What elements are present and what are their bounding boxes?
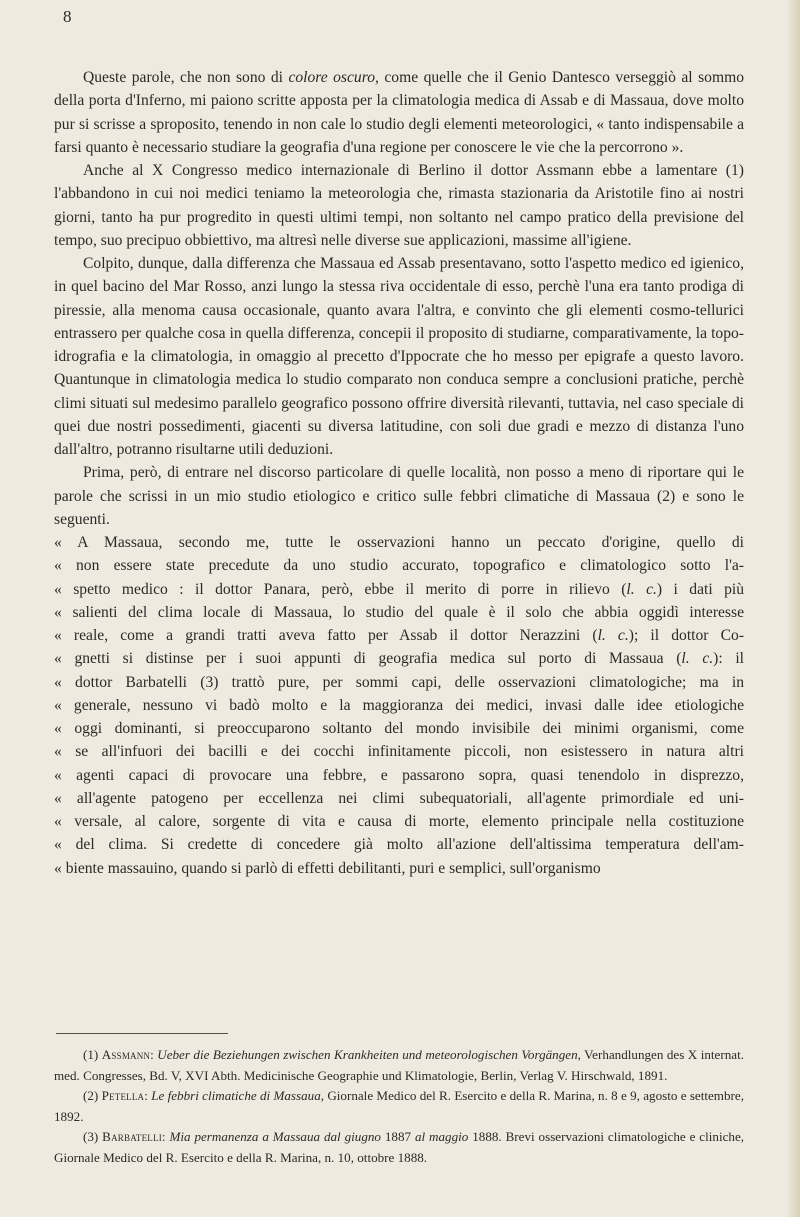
footnote [54,1086,744,1127]
text-run: : [161,1129,170,1145]
author-name: Petella [101,1088,145,1104]
text-run: ) i dati più [656,580,745,598]
text-run: « spetto medico : il dottor Panara, però, ebbe il merito di porre in rilievo ( [54,580,627,598]
paragraph [54,159,744,252]
text-run: 1888. Brevi osservazioni climatologiche e cliniche, Giornale Medico del R. Esercito e della R. Marina, n. 10, ottobre 1888. [54,1129,745,1165]
paragraph [54,252,744,461]
text-run: « versale, al calore, sorgente di vita e causa di morte, elemento principale nella costituzione [54,813,744,830]
quote-line [54,764,744,787]
text-run: : [144,1088,152,1104]
italic-text: colore oscuro [288,69,376,86]
text-run: ); il dottor Co- [628,627,745,644]
footnote-rule [56,1033,228,1034]
text-run: : [150,1047,158,1062]
author-name: Assmann [101,1047,151,1062]
quote-line [54,810,744,833]
text-run: « non essere state precedute da uno studio accurato, topografico e climatologico sotto l'a- [54,557,744,575]
text-run: « oggi dominanti, si preoccuparono soltanto del mondo invisibile dei minimi organismi, come [54,720,744,737]
author-name: Barbatelli [102,1129,162,1145]
text-run: ): il [713,650,744,668]
text-run: , Verhandlungen des X internat. med. Congresses, Bd. V, XVI Abth. Medicinische Geographie und Klimatologie, Berlin, Verlag V. Hirschwald, 1891. [54,1047,744,1083]
text-run: , come quelle che il Genio Dantesco verseggiò al sommo della porta d'Inferno, mi paiono scritte apposta per la climatologia medica di Assab e di Massaua, dove molto pur si scrisse a sproposito, tenendo in non cale lo studio degli elementi meteorologici, « tanto indispensabile a farsi quanto è necessario studiare la geografia d'una regione per conoscere le vie che la percorrono ». [54,69,744,156]
page-edge-shadow [786,0,800,1217]
text-run: « all'agente patogeno per eccellenza nei climi subequatoriali, all'agente primordiale ed uni- [54,789,744,807]
italic-text: Ueber die Beziehungen zwischen Krankheiten und meteorologischen Vorgängen [157,1047,578,1062]
text-run: 1887 [380,1129,415,1145]
italic-text: l. c. [626,580,657,598]
quote-line [54,740,744,763]
italic-text: Le febbri climatiche di Massaua [151,1088,321,1104]
text-run: « dottor Barbatelli (3) trattò pure, per sommi capi, delle osservazioni climatologiche; ma in [54,673,744,691]
text-run: « A Massaua, secondo me, tutte le osservazioni hanno un peccato d'origine, quello di [54,534,744,551]
italic-text: l. c. [597,627,629,644]
paragraph [54,461,744,531]
text-run: « salienti del clima locale di Massaua, lo studio del quale è il solo che abbia oggidì interesse [54,603,744,621]
quote-line [54,624,744,647]
quote-line [54,578,744,601]
text-run: « biente massauino, quando si parlò di effetti debilitanti, puri e semplici, sull'organismo [54,859,601,877]
footnote [54,1127,744,1168]
paragraph [54,66,744,159]
italic-text: al maggio [414,1129,469,1145]
quote-line [54,601,744,624]
italic-text: Mia permanenza a Massaua dal giugno [169,1129,381,1145]
text-run: Colpito, dunque, dalla differenza che Massaua ed Assab presentavano, sotto l'aspetto medico ed igienico, in quel bacino del Mar Rosso, anzi lungo la stessa riva occidentale di esso, perchè l'una era tanto prodiga di piressie, alla menoma causa occasionale, quanto avara l'altra, e convinto che gli elementi cosmo-tellurici entrassero per qualche cosa in quella differenza, concepii il proposito di studiarne, comparativamente, la topo-idrografia e la climatologia, in omaggio al precetto d'Ippocrate che ho messo per epigrafe a questo lavoro. Quantunque in climatologia medica lo studio comparato non conduca sempre a conclusioni pratiche, perchè climi situati sul medesimo parallelo geografico possono offrire diversità rilevanti, tuttavia, nel caso speciale di quei due nostri possedimenti, giacenti su diversa latitudine, con soli due gradi e mezzo di distanza l'uno dall'altro, potranno risultarne utili deduzioni. [54,255,744,458]
text-run: « reale, come a grandi tratti aveva fatto per Assab il dottor Nerazzini ( [54,627,598,644]
text-run: (2) [83,1088,102,1104]
text-run: « gnetti si distinse per i suoi appunti di geografia medica sul porto di Massaua ( [54,650,682,668]
text-run: Queste parole, che non sono di [83,69,289,86]
block-quote [54,531,744,880]
text-run: « generale, nessuno vi badò molto e la maggioranza dei medici, invasi dalle idee etiologiche [54,696,744,714]
italic-text: l. c. [681,650,714,668]
quote-line [54,671,744,694]
quote-line [54,717,744,740]
text-run: « se all'infuori dei bacilli e dei cocchi infinitamente piccoli, non esistessero in natura altri [54,743,744,761]
quote-line [54,857,744,880]
quote-line [54,833,744,856]
quote-line [54,554,744,577]
text-run: Anche al X Congresso medico internazionale di Berlino il dottor Assmann ebbe a lamentare (1) l'abbandono in cui noi medici teniamo la meteorologia che, rimasta stazionaria da Aristotile fino ai nostri giorni, tanto ha pur progredito in questi ultimi tempi, non soltanto nel campo pratico della previsione del tempo, suo precipuo obbiettivo, ma altresì nelle diverse sue applicazioni, massime all'igiene. [54,162,744,249]
footnotes [54,1045,744,1169]
paragraphs [54,66,744,531]
text-run: « del clima. Si credette di concedere già molto all'azione dell'altissima temperatura dell'am- [54,836,744,854]
text-run: , Giornale Medico del R. Esercito e della R. Marina, n. 8 e 9, agosto e settembre, 1892. [54,1088,744,1124]
text-run: Prima, però, di entrare nel discorso particolare di quelle località, non posso a meno di riportare qui le parole che scrissi in un mio studio etiologico e critico sulle febbri climatiche di Massaua (2) e sono le seguenti. [54,464,744,528]
text-run: (1) [83,1047,102,1062]
quote-line [54,531,744,554]
text-run: (3) [83,1129,103,1145]
main-text [54,66,744,880]
page-number: 8 [63,7,72,26]
footnote [54,1045,744,1086]
quote-line [54,787,744,810]
text-run: « agenti capaci di provocare una febbre, e passarono sopra, quasi tenendolo in disprezzo, [54,766,744,784]
quote-line [54,694,744,717]
quote-line [54,647,744,670]
